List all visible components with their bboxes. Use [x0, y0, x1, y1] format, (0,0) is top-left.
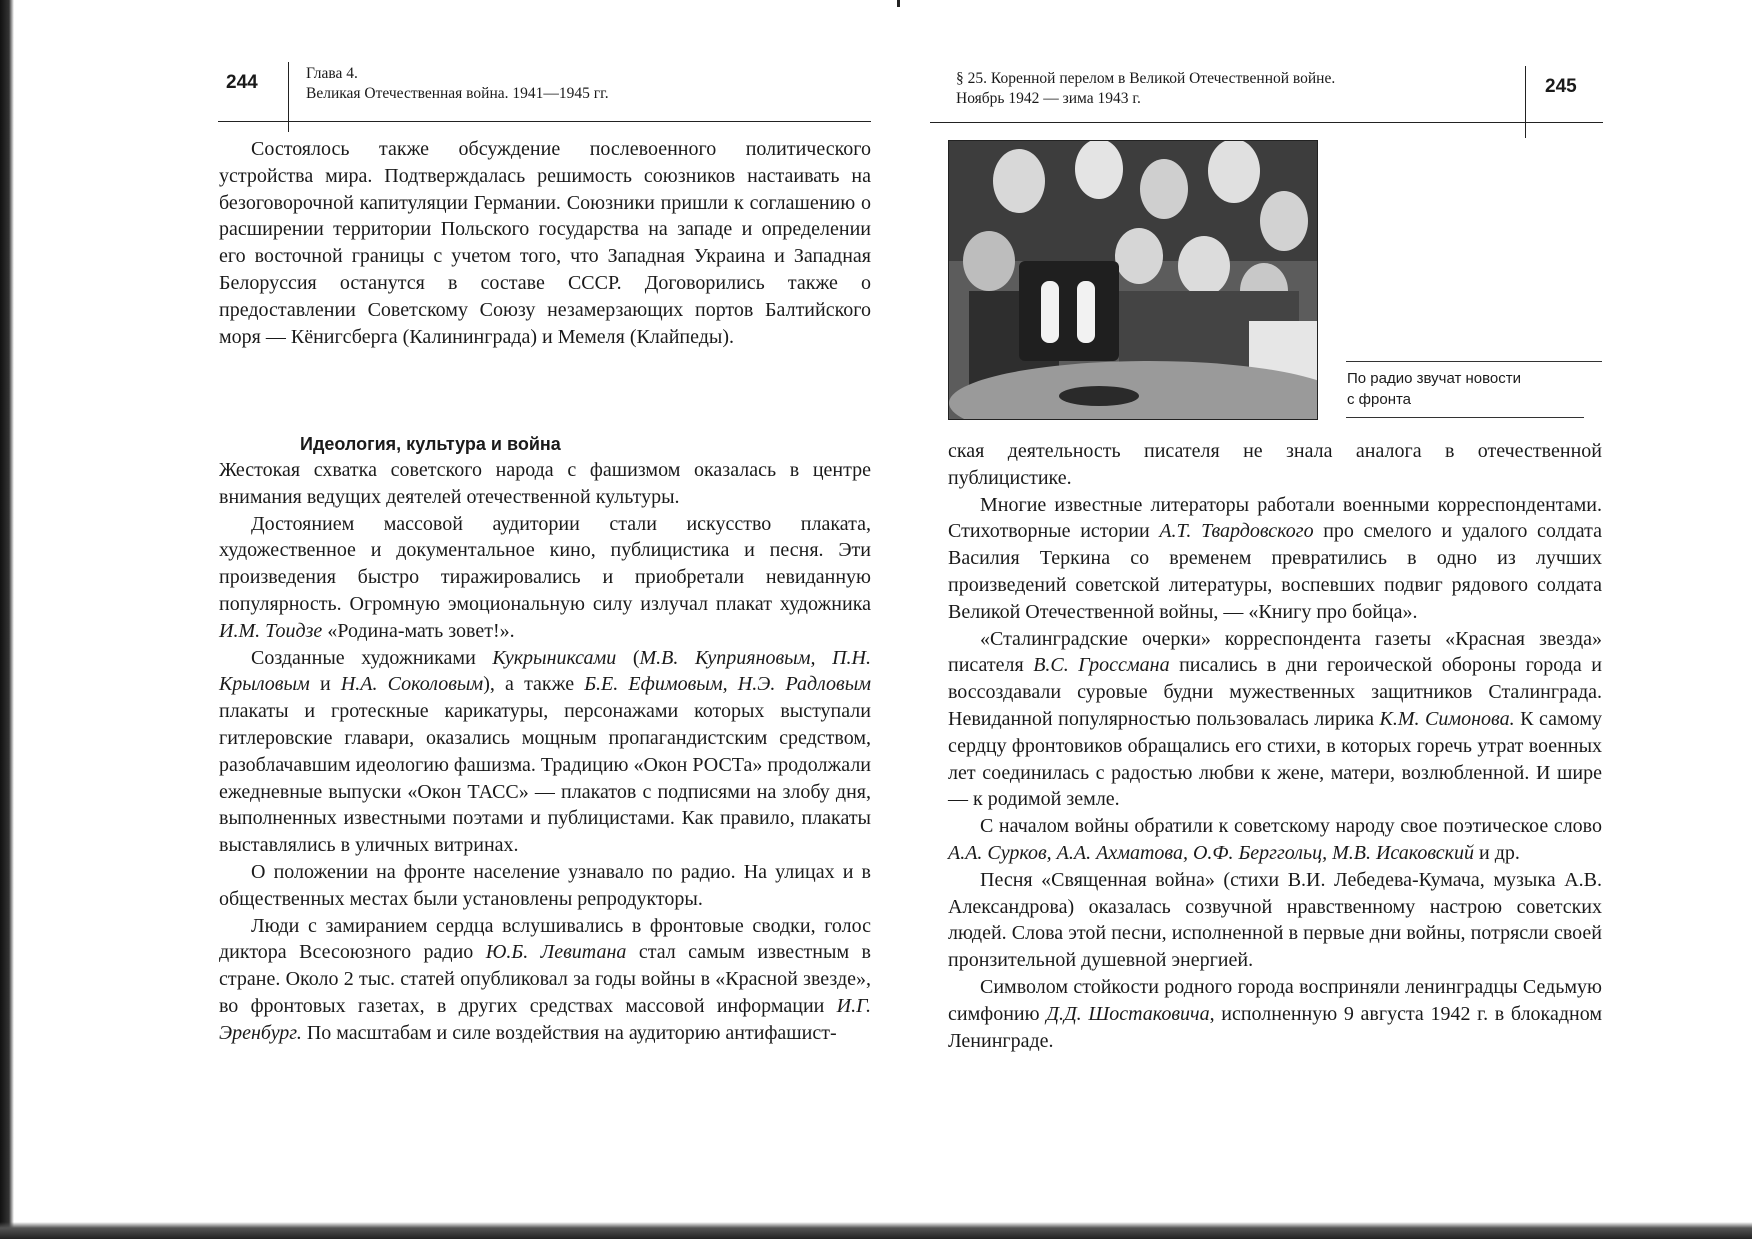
caption-line: По радио звучат новости	[1347, 370, 1522, 387]
paragraph: Песня «Священная война» (стихи В.И. Лебедева-Кумача, музыка А.В. Александрова) оказалась созвучной нравственному настрою советских людей. Слова этой песни, исполненной в первые дни войны, потрясли своей пронзительной душевной энергией.	[948, 868, 1602, 972]
photo-caption	[1347, 368, 1597, 410]
scan-mark	[897, 0, 900, 7]
photo-people-listening-radio	[948, 140, 1318, 420]
left-intro-text	[219, 136, 871, 350]
left-running-head	[306, 64, 609, 104]
left-header-rule	[218, 121, 871, 122]
intro-paragraph: Состоялось также обсуждение послевоенного политического устройства мира. Подтверждалась решимость союзников настаивать на безоговорочной капитуляции Германии. Союзники пришли к соглашению о расширении территории Польского государства на западе и определении его восточной границы с учетом того, что Западная Украина и Западная Белоруссия останутся в составе СССР. Договорились также о предоставлении Советскому Союзу незамерзающих портов Балтийского моря — Кёнигсберга (Калининграда) и Мемеля (Клайпеды).	[219, 138, 871, 348]
section-heading: Идеология, культура и война	[300, 434, 561, 454]
caption-line: с фронта	[1347, 391, 1412, 408]
paragraph: Многие известные литераторы работали военными корреспондентами. Стихотворные истории А.Т. Твардовского про смелого и удалого солдата Василия Теркина со временем превратились в одно из лучших произведений советской литературы, воспевших подвиг рядового солдата Великой Отечественной войны, — «Книгу про бойца».	[948, 493, 1602, 623]
right-header-divider	[1525, 66, 1526, 138]
paragraph: «Сталинградские очерки» корреспондента газеты «Красная звезда» писателя В.С. Гроссмана писались в дни героической обороны города и воссоздавали суровые будни мужественных защитников Сталинграда. Невиданной популярностью пользовалась лирика К.М. Симонова. К самому сердцу фронтовиков обращались его стихи, в которых горечь утрат военных лет соединилась с радостью любви к жене, матери, возлюбленной. И шире — к родимой земле.	[948, 627, 1602, 811]
chapter-title: Великая Отечественная война. 1941—1945 гг.	[306, 85, 609, 102]
paragraph: Символом стойкости родного города восприняли ленинградцы Седьмую симфонию Д.Д. Шостаковича, исполненную 9 августа 1942 г. в блокадном Ленинграде.	[948, 975, 1602, 1052]
paragraph: О положении на фронте население узнавало по радио. На улицах и в общественных местах были установлены репродукторы.	[219, 860, 871, 910]
section-label: § 25. Коренной перелом в Великой Отечественной войне.	[956, 70, 1336, 87]
section-dates: Ноябрь 1942 — зима 1943 г.	[956, 90, 1141, 107]
right-page-number: 245	[1545, 76, 1577, 97]
right-running-head	[956, 69, 1335, 109]
scan-edge-left	[0, 0, 14, 1239]
paragraph: Созданные художниками Кукрыниксами (М.В. Куприяновым, П.Н. Крыловым и Н.А. Соколовым), а также Б.Е. Ефимовым, Н.Э. Радловым плакаты и гротескные карикатуры, персонажами которых выступали гитлеровские главари, оказались мощным пропагандистским средством, разоблачавшим идеологию фашизма. Традицию «Окон РОСТа» продолжали ежедневные выпуски «Окон ТАСС» — плакатов с подписями на злобу дня, выполненных известными поэтами и публицистами. Как правило, плакаты выставлялись в уличных витринах.	[219, 646, 872, 857]
caption-rule-top	[1346, 361, 1602, 362]
paragraph: С началом войны обратили к советскому народу свое поэтическое слово А.А. Сурков, А.А. Ахматова, О.Ф. Берггольц, М.В. Исаковский и др.	[948, 815, 1602, 864]
chapter-label: Глава 4.	[306, 65, 358, 82]
right-header-rule	[930, 122, 1603, 123]
paragraph: Достоянием массовой аудитории стали искусство плаката, художественное и документальное кино, публицистика и песня. Эти произведения быстро тиражировались и приобретали невиданную популярность. Огромную эмоциональную силу излучал плакат художника И.М. Тоидзе «Родина-мать зовет!».	[219, 512, 871, 642]
paragraph: ская деятельность писателя не знала аналога в отечественной публицистике.	[948, 440, 1602, 489]
left-page-number: 244	[226, 72, 258, 93]
left-body-text	[219, 457, 871, 1047]
scan-edge-bottom	[0, 1222, 1752, 1239]
caption-rule-bottom	[1346, 417, 1584, 418]
paragraph: Люди с замиранием сердца вслушивались в фронтовые сводки, голос диктора Всесоюзного радио Ю.Б. Левитана стал самым известным в стране. Около 2 тыс. статей опубликовал за годы войны в «Красной звезде», во фронтовых газетах, в других средствах массовой информации И.Г. Эренбург. По масштабам и силе воздействия на аудиторию антифашист-	[219, 914, 871, 1044]
right-body-text	[948, 438, 1602, 1054]
paragraph: Жестокая схватка советского народа с фашизмом оказалась в центре внимания ведущих деятелей отечественной культуры.	[219, 459, 871, 508]
